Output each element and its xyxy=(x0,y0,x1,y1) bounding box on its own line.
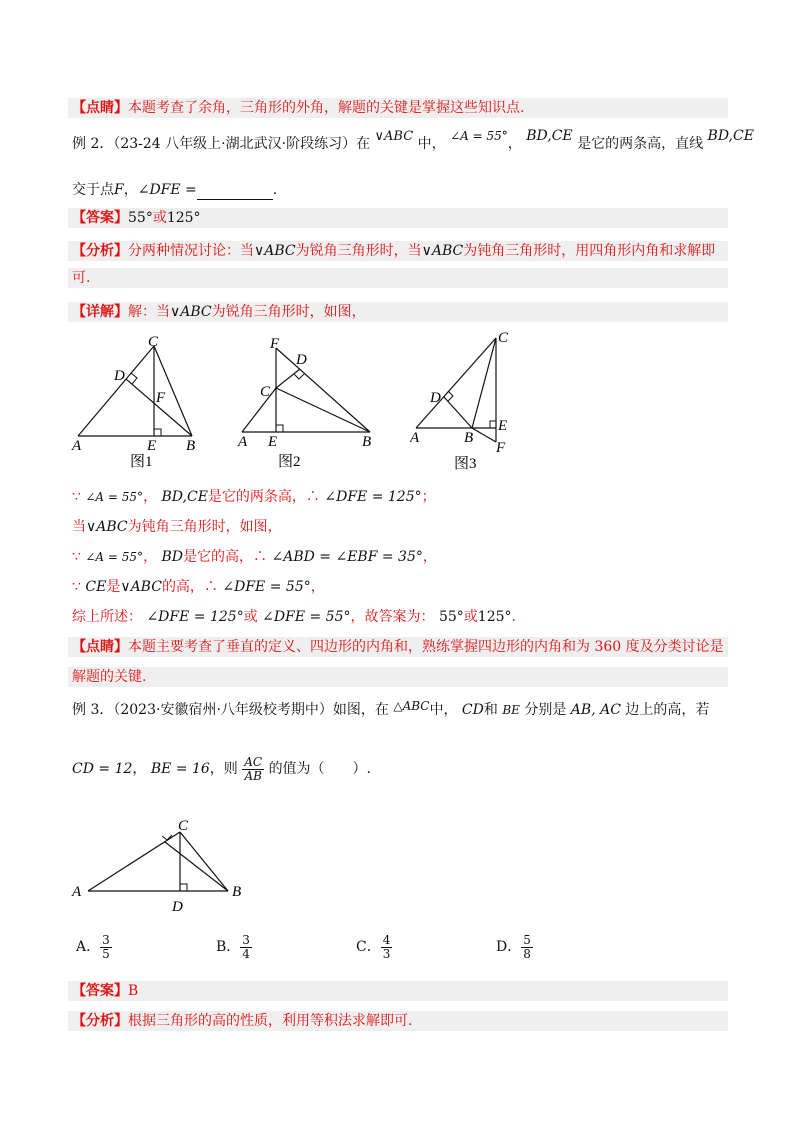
options-row xyxy=(72,932,728,962)
label-b: B xyxy=(186,438,196,454)
sol-text: 综上所述： xyxy=(72,609,142,625)
detail-text-1: 解：当 xyxy=(128,304,170,320)
analysis-text-4: 可. xyxy=(72,270,91,286)
frac-num: AC xyxy=(244,754,263,769)
point-f: F xyxy=(114,182,124,198)
frac-num: 3 xyxy=(102,932,110,947)
answer-tag: 【答案】 xyxy=(72,983,128,999)
label-d: D xyxy=(430,390,441,406)
answer-value: B xyxy=(128,983,139,999)
because-symbol: ∵ xyxy=(72,489,81,505)
triangle-name: ABC xyxy=(431,243,464,259)
triangle-name: ABC xyxy=(264,243,296,259)
option-c[interactable] xyxy=(356,932,392,962)
label-d: D xyxy=(296,352,307,368)
analysis-2: 【分析】分两种情况讨论：当∨ABC为锐角三角形时，当∨ABC为钝角三角形时，用四角形内角和求解即 xyxy=(68,241,728,261)
example-3-line2 xyxy=(72,752,728,786)
be: BE xyxy=(502,703,520,717)
angle-dfe: ∠DFE = xyxy=(137,182,197,198)
analysis-text-3: 为钝角三角形时，用四角形内角和求解即 xyxy=(463,243,716,259)
fraction-ac-ab xyxy=(242,756,264,783)
solution-line-2: 当∨ABC为钝角三角形时，如图， xyxy=(72,519,282,535)
frac-den: 4 xyxy=(242,946,250,961)
note-tag: 【点睛】 xyxy=(72,639,128,655)
detail-text-2: 为锐角三角形时，如图， xyxy=(211,304,366,320)
solution-line-3 xyxy=(72,547,728,567)
answer-v1: 55° xyxy=(438,609,464,625)
caption-fig2: 图2 xyxy=(278,454,301,470)
note-tag: 【点睛】 xyxy=(72,100,128,116)
label-b: B xyxy=(464,430,474,446)
period: . xyxy=(272,182,278,198)
sep: ， xyxy=(143,549,158,565)
note-text-2: 解题的关键. xyxy=(72,669,147,685)
statement-desc: 是它的两条高，直线 xyxy=(577,136,704,152)
caption-fig1: 图1 xyxy=(130,454,153,470)
angle-a: ∠A = 55° xyxy=(85,490,144,504)
cd: CD xyxy=(461,702,484,718)
frac-num: 5 xyxy=(523,932,531,947)
option-b[interactable] xyxy=(216,932,252,962)
example-3-statement xyxy=(72,700,728,720)
solution-line-1 xyxy=(72,487,728,507)
label-a: A xyxy=(72,438,82,454)
example-source: （2023·安徽宿州·八年级校考期中）如图，在 xyxy=(113,702,389,718)
answer-tag: 【答案】 xyxy=(72,210,128,226)
result: ∠DFE = 55° xyxy=(222,579,311,595)
result: ∠DFE = 125° xyxy=(146,609,244,625)
answer-v2: 125° xyxy=(477,609,512,625)
because-symbol: ∵ xyxy=(72,579,81,595)
triangle-name: ABC xyxy=(130,579,162,595)
triangle-symbol: ∨ xyxy=(374,129,385,144)
label-d: D xyxy=(172,899,183,915)
sol-text: 是它的高， xyxy=(183,549,254,565)
triangle-name: ABC xyxy=(96,519,128,535)
option-d[interactable] xyxy=(496,932,533,962)
sol-or: 或 xyxy=(463,609,478,625)
option-fraction xyxy=(240,934,252,961)
therefore-symbol: ∴ xyxy=(203,579,218,595)
detail-tag: 【详解】 xyxy=(72,304,128,320)
cd-value: CD = 12 xyxy=(72,761,133,777)
option-letter: A． xyxy=(76,939,101,955)
label-a: A xyxy=(410,430,420,446)
label-c: C xyxy=(178,818,189,834)
answer-3 xyxy=(68,981,728,1001)
frac-den: 5 xyxy=(102,946,110,961)
answer-blank xyxy=(197,185,273,200)
label-e: E xyxy=(147,438,157,454)
sol-text: ，故答案为： xyxy=(350,609,435,625)
analysis-tag: 【分析】 xyxy=(72,1013,128,1029)
option-fraction xyxy=(521,934,533,961)
example-2-statement xyxy=(72,128,754,155)
text-he: 和 xyxy=(483,702,498,718)
frac-num: 3 xyxy=(242,932,250,947)
frac-num: 4 xyxy=(382,932,391,947)
note-text: 本题考查了余角，三角形的外角，解题的关键是掌握这些知识点. xyxy=(128,100,525,116)
solution-line-4: ∵ CE是∨ABC的高，∴ ∠DFE = 55°， xyxy=(72,579,325,595)
text-intersect: 交于点 xyxy=(72,182,114,198)
text-ze: ，则 xyxy=(209,761,238,777)
ab-ac: AB, AC xyxy=(570,702,621,718)
caption-fig3: 图3 xyxy=(454,456,477,472)
bd: BD xyxy=(161,549,184,565)
sep: ， xyxy=(132,761,147,777)
frac-den: 8 xyxy=(523,946,531,961)
detail-2: 【详解】解：当∨ABC为锐角三角形时，如图， xyxy=(68,302,728,322)
angle-a: ∠A = 55° xyxy=(85,550,144,564)
frac-den: 3 xyxy=(382,946,391,961)
sol-text: 是 xyxy=(106,579,121,595)
analysis-2-cont xyxy=(68,268,728,288)
note-2-cont xyxy=(68,667,728,687)
answer-v1: 55° xyxy=(128,210,153,226)
option-a[interactable] xyxy=(76,932,112,962)
example-label: 例 3． xyxy=(72,702,114,718)
sep: ； xyxy=(421,489,436,505)
prev-note xyxy=(68,98,728,118)
sep: ， xyxy=(123,182,138,198)
frac-den: AB xyxy=(244,768,262,783)
figure-example-3 xyxy=(70,818,260,918)
note-2 xyxy=(68,637,728,657)
option-letter: B． xyxy=(216,939,241,955)
bd-ce: BD,CE xyxy=(161,489,208,505)
sol-text: 的高， xyxy=(161,579,204,595)
statement-tail: 的值为（ ）. xyxy=(268,761,372,777)
figure-1 xyxy=(70,332,198,472)
solution-line-5 xyxy=(72,607,728,627)
answer-v2: 125° xyxy=(166,210,201,226)
analysis-text: 根据三角形的高的性质，利用等积法求解即可. xyxy=(128,1013,413,1029)
example-source: （23-24 八年级上·湖北武汉·阶段练习）在 xyxy=(113,136,371,152)
note-text-1: 本题主要考查了垂直的定义、四边形的内角和，熟练掌握四边形的内角和为 360 度及分类讨论是 xyxy=(128,639,724,655)
statement-desc: 边上的高，若 xyxy=(625,702,710,718)
label-f: F xyxy=(156,390,166,406)
analysis-3 xyxy=(68,1011,728,1031)
option-fraction xyxy=(381,934,393,961)
text-zhong: 中， xyxy=(417,136,446,152)
option-letter: C． xyxy=(356,939,381,955)
therefore-symbol: ∴ xyxy=(305,489,320,505)
label-c: C xyxy=(148,334,159,350)
label-f: F xyxy=(270,336,280,352)
figure-2 xyxy=(236,332,392,472)
label-b: B xyxy=(362,434,372,450)
label-c: C xyxy=(260,384,271,400)
because-symbol: ∵ xyxy=(72,549,81,565)
label-a: A xyxy=(72,884,82,900)
therefore-symbol: ∴ xyxy=(253,549,268,565)
result: ∠ABD = ∠EBF = 35° xyxy=(271,549,423,565)
label-e: E xyxy=(498,418,508,434)
triangle-name: ABC xyxy=(384,129,414,144)
be-value: BE = 16 xyxy=(150,761,210,777)
analysis-text-1: 分两种情况讨论：当 xyxy=(128,243,254,259)
period: . xyxy=(511,609,516,625)
text-fenbie: 分别是 xyxy=(524,702,567,718)
sep: ， xyxy=(143,489,158,505)
label-f: F xyxy=(496,440,506,456)
triangle-name: ABC xyxy=(180,304,212,320)
sol-text: 为钝角三角形时，如图， xyxy=(127,519,282,535)
label-c: C xyxy=(498,330,509,346)
label-d: D xyxy=(114,368,125,384)
result: ∠DFE = 55° xyxy=(262,609,351,625)
label-b: B xyxy=(232,884,242,900)
bd-ce-2: BD,CE xyxy=(707,128,754,144)
ce: CE xyxy=(85,579,107,595)
text-zhong: 中， xyxy=(429,702,458,718)
analysis-text-2: 为锐角三角形时，当 xyxy=(295,243,422,259)
example-label: 例 2． xyxy=(72,136,114,152)
result: ∠DFE = 125° xyxy=(324,489,422,505)
answer-or: 或 xyxy=(152,210,167,226)
figure-3 xyxy=(410,328,518,472)
sol-text: 是它的两条高， xyxy=(207,489,306,505)
bd-ce: BD,CE xyxy=(526,128,573,144)
example-2-line2 xyxy=(72,180,728,200)
sol-or: 或 xyxy=(243,609,258,625)
analysis-tag: 【分析】 xyxy=(72,243,128,259)
sep: ， xyxy=(507,136,522,152)
label-a: A xyxy=(238,434,248,450)
label-e: E xyxy=(268,434,278,450)
triangle-name: △ABC xyxy=(393,699,430,713)
option-fraction xyxy=(100,934,112,961)
sol-text: 当 xyxy=(72,519,86,535)
option-letter: D． xyxy=(496,939,522,955)
sep: ， xyxy=(422,549,437,565)
angle-a: ∠A = 55° xyxy=(450,129,508,143)
sep: ， xyxy=(310,579,325,595)
answer-2 xyxy=(68,208,728,228)
